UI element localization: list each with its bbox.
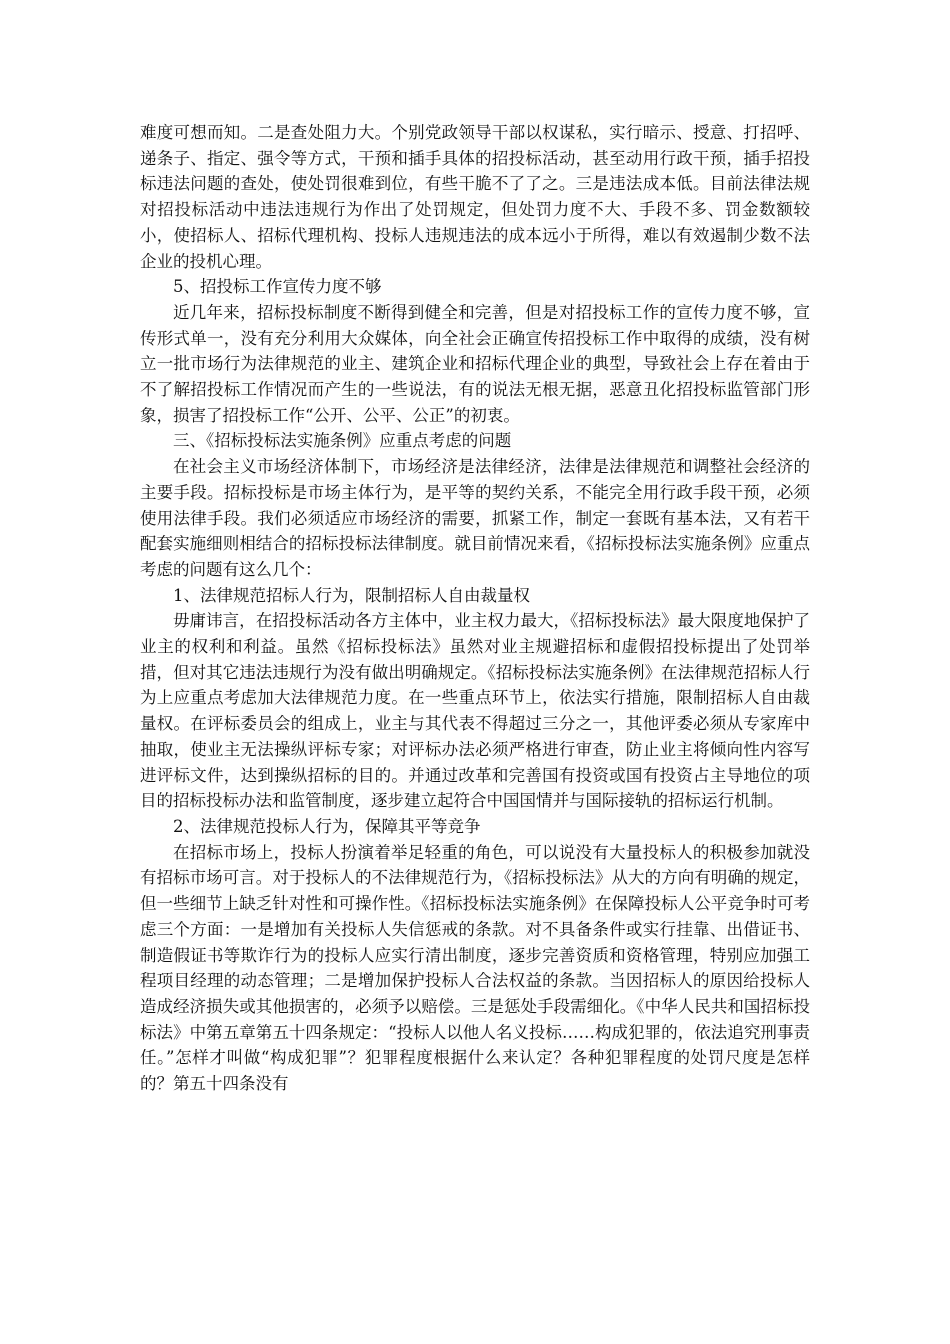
section-heading-three: 三、《招标投标法实施条例》应重点考虑的问题	[173, 431, 512, 451]
document-page	[140, 120, 810, 1097]
paragraph-publicity: 近几年来，招标投标制度不断得到健全和完善，但是对招投标工作的宣传力度不够，宣传形式单一，没有充分利用大众媒体，向全社会正确宣传招投标工作中取得的成绩，没有树立一批市场行为法律规范的业主、建筑企业和招标代理企业的典型，导致社会上存在着由于不了解招投标工作情况而产生的一些说法，有的说法无根无据，恶意丑化招投标监管部门形象，损害了招投标工作“公开、公平、公正”的初衷。	[140, 302, 810, 425]
paragraph-continued: 难度可想而知。二是查处阻力大。个别党政领导干部以权谋私，实行暗示、授意、打招呼、递条子、指定、强令等方式，干预和插手具体的招投标活动，甚至动用行政干预，插手招投标违法问题的查处，使处罚很难到位，有些干脆不了了之。三是违法成本低。目前法律法规对招投标活动中违法违规行为作出了处罚规定，但处罚力度不大、手段不多、罚金数额较小，使招标人、招标代理机构、投标人违规违法的成本远小于所得，难以有效遏制少数不法企业的投机心理。	[140, 123, 810, 271]
paragraph-bidder: 在招标市场上，投标人扮演着举足轻重的角色，可以说没有大量投标人的积极参加就没有招标市场可言。对于投标人的不法律规范行为，《招标投标法》从大的方向有明确的规定，但一些细节上缺乏针对性和可操作性。《招标投标法实施条例》在保障投标人公平竞争时可考虑三个方面：一是增加有关投标人失信惩戒的条款。对不具备条件或实行挂靠、出借证书、制造假证书等欺诈行为的投标人应实行清出制度，逐步完善资质和资格管理，特别应加强工程项目经理的动态管理；二是增加保护投标人合法权益的条款。当因招标人的原因给投标人造成经济损失或其他损害的，必须予以赔偿。三是惩处手段需细化。《中华人民共和国招标投标法》中第五章第五十四条规定：“投标人以他人名义投标……构成犯罪的，依法追究刑事责任。”怎样才叫做“构成犯罪”？犯罪程度根据什么来认定？各种犯罪程度的处罚尺度是怎样的？第五十四条没有	[140, 842, 810, 1094]
subheading-bidder: 2、法律规范投标人行为，保障其平等竞争	[173, 816, 481, 836]
paragraph-market-economy: 在社会主义市场经济体制下，市场经济是法律经济，法律是法律规范和调整社会经济的主要手段。招标投标是市场主体行为，是平等的契约关系，不能完全用行政手段干预，必须使用法律手段。我们必须适应市场经济的需要，抓紧工作，制定一套既有基本法，又有若干配套实施细则相结合的招标投标法律制度。就目前情况来看，《招标投标法实施条例》应重点考虑的问题有这么几个：	[140, 457, 810, 579]
paragraph-tenderer: 毋庸讳言，在招投标活动各方主体中，业主权力最大，《招标投标法》最大限度地保护了业主的权利和利益。虽然《招标投标法》虽然对业主规避招标和虚假招投标提出了处罚举措，但对其它违法违规行为没有做出明确规定。《招标投标法实施条例》在法律规范招标人行为上应重点考虑加大法律规范力度。在一些重点环节上，依法实行措施，限制招标人自由裁量权。在评标委员会的组成上，业主与其代表不得超过三分之一，其他评委必须从专家库中抽取，使业主无法操纵评标专家；对评标办法必须严格进行审查，防止业主将倾向性内容写进评标文件，达到操纵招标的目的。并通过改革和完善国有投资或国有投资占主导地位的项目的招标投标办法和监管制度，逐步建立起符合中国国情并与国际接轨的招标运行机制。	[140, 611, 810, 811]
subheading-tenderer: 1、法律规范招标人行为，限制招标人自由裁量权	[173, 585, 530, 605]
subheading-publicity: 5、招投标工作宣传力度不够	[173, 277, 382, 297]
